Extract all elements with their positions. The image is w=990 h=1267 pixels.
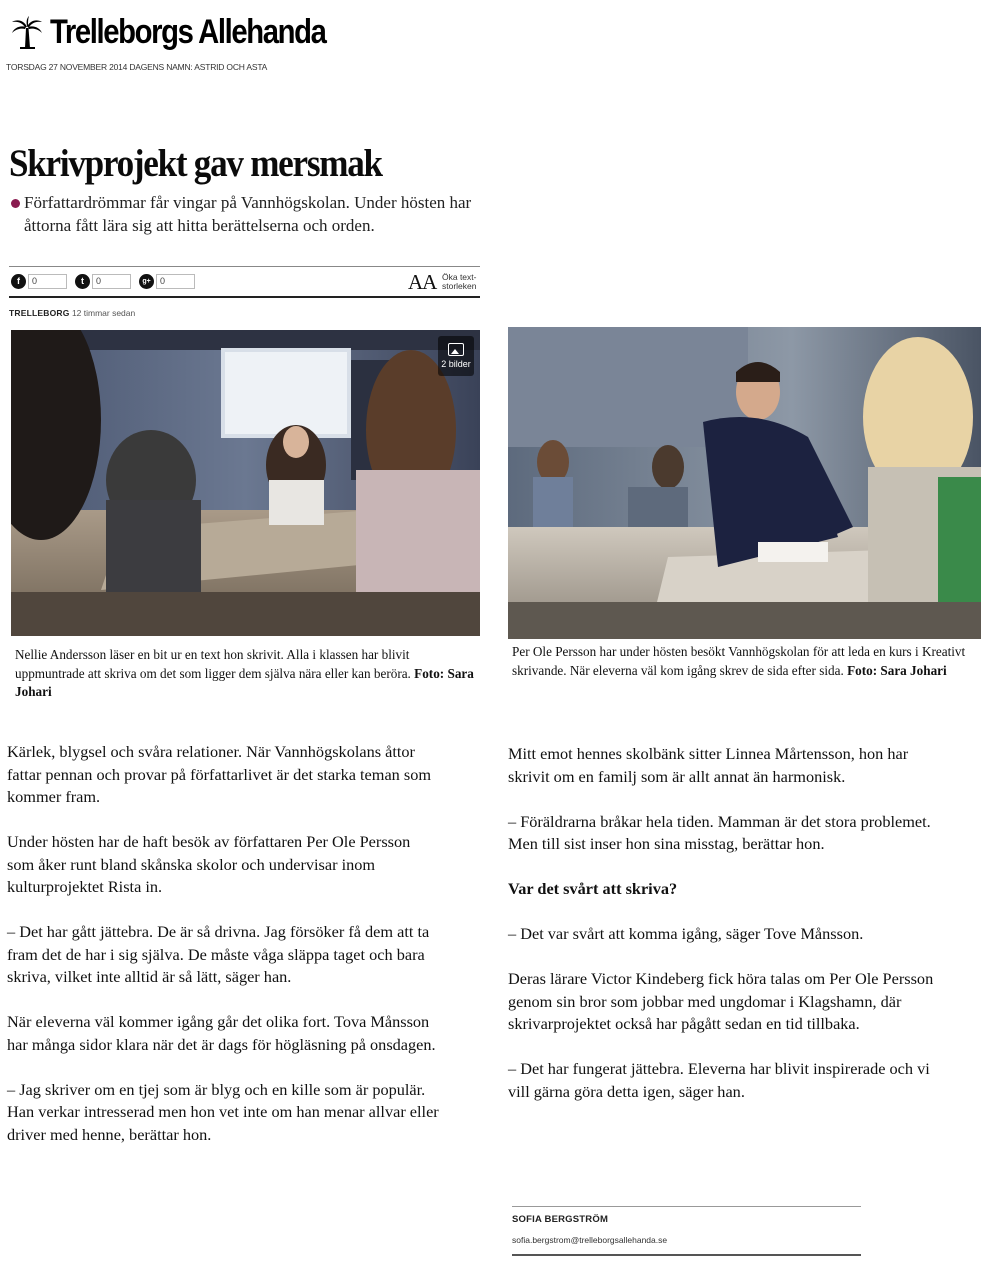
facebook-share-count: 0 [28,274,67,289]
divider [9,296,480,298]
googleplus-share-count: 0 [156,274,195,289]
dateline: TORSDAG 27 NOVEMBER 2014 DAGENS NAMN: ASTRID OCH ASTA [6,62,268,72]
gallery-count: 2 bilder [441,359,471,369]
photo-2-caption [512,643,980,680]
body-paragraph: – Det har gått jättebra. De är så drivna. Jag försöker få dem att ta fram det de har i sig själva. De måste våga släppa taget och bara skriva, vilket inte alltid är så lätt, säger han. [7,922,430,986]
twitter-icon: t [75,274,90,289]
masthead-logo[interactable] [10,12,370,52]
masthead-title: Trelleborgs Allehanda [50,13,326,51]
text-size-button[interactable]: Öka text-storleken [442,272,477,291]
palm-tree-icon [10,15,44,49]
facebook-share-button[interactable] [11,273,67,289]
body-paragraph: – Jag skriver om en tjej som är blyg och en kille som är populär. Han verkar intresserad men hon vet inte om han menar allvar eller driver med henne, berättar hon. [7,1079,439,1144]
body-subheading: Var det svårt att skriva? [508,879,678,898]
divider [9,266,480,267]
photo-1-caption [15,646,477,702]
article-photo-2[interactable] [508,327,981,639]
body-paragraph: – Det var svårt att komma igång, säger Tove Månsson. [508,924,864,943]
article-location: TRELLEBORG [9,308,70,318]
googleplus-icon: g+ [139,274,154,289]
article-body-column-2 [508,743,940,1126]
photo-2-caption-text: Per Ole Persson har under hösten besökt Vannhögskolan för att leda en kurs i Kreativt skrivande. När eleverna väl kom igång skrev de sida efter sida. [512,644,966,678]
googleplus-share-button[interactable] [139,273,195,289]
body-paragraph: Mitt emot hennes skolbänk sitter Linnea Mårtensson, hon har skrivit om en familj som är allt annat än harmonisk. [508,744,909,786]
author-email-link[interactable]: sofia.bergstrom@trelleborgsallehanda.se [512,1235,668,1245]
teacher-photo-image [508,327,981,639]
body-paragraph: – Det har fungerat jättebra. Eleverna har blivit inspirerade och vi vill gärna göra detta igen, säger han. [508,1059,930,1101]
article-time: 12 timmar sedan [71,308,136,318]
body-paragraph: Kärlek, blygsel och svåra relationer. När Vannhögskolans åttor fattar pennan och provar på författarlivet är det starka teman som kommer fram. [7,742,432,806]
article-location-time [9,308,135,318]
twitter-share-button[interactable] [75,273,131,289]
text-size-icon[interactable]: AA [408,270,437,294]
body-paragraph: Deras lärare Victor Kindeberg fick höra talas om Per Ole Persson genom sin bror som jobbar med ungdomar i Klagshamn, där skrivarprojektet också har pågått sedan en tid tillbaka. [508,969,934,1033]
article-headline: Skrivprojekt gav mersmak [9,142,382,185]
divider [512,1254,861,1256]
body-paragraph: Under hösten har de haft besök av författaren Per Ole Persson som åker runt bland skånska skolor och undervisar inom kulturprojektet Rista in. [7,832,411,896]
divider [512,1206,861,1207]
lead-bullet-icon [11,199,20,208]
gallery-badge[interactable] [438,336,474,376]
twitter-share-count: 0 [92,274,131,289]
image-gallery-icon [448,343,464,356]
author-name[interactable]: SOFIA BERGSTRÖM [512,1214,609,1225]
photo-1-credit: Foto: Sara Johari [15,665,474,699]
photo-1-caption-text: Nellie Andersson läser en bit ur en text hon skrivit. Alla i klassen har blivit uppmuntrade att skriva om det som ligger dem själva nära eller kan beröra. [15,647,411,681]
body-paragraph: – Föräldrarna bråkar hela tiden. Mamman är det stora problemet. Men till sist inser hon sina misstag, berättar hon. [508,811,931,853]
article-photo-1[interactable] [11,330,480,636]
body-paragraph: När eleverna väl kommer igång går det olika fort. Tova Månsson har många sidor klara när det är dags för högläsning på onsdagen. [7,1012,436,1054]
photo-2-credit: Foto: Sara Johari [847,662,947,678]
classroom-photo-image [11,330,480,636]
article-lead: Författardrömmar får vingar på Vannhögskolan. Under hösten har åttorna fått lära sig att hitta berättelserna och orden. [24,193,472,235]
facebook-icon: f [11,274,26,289]
article-body-column-1 [7,741,439,1169]
